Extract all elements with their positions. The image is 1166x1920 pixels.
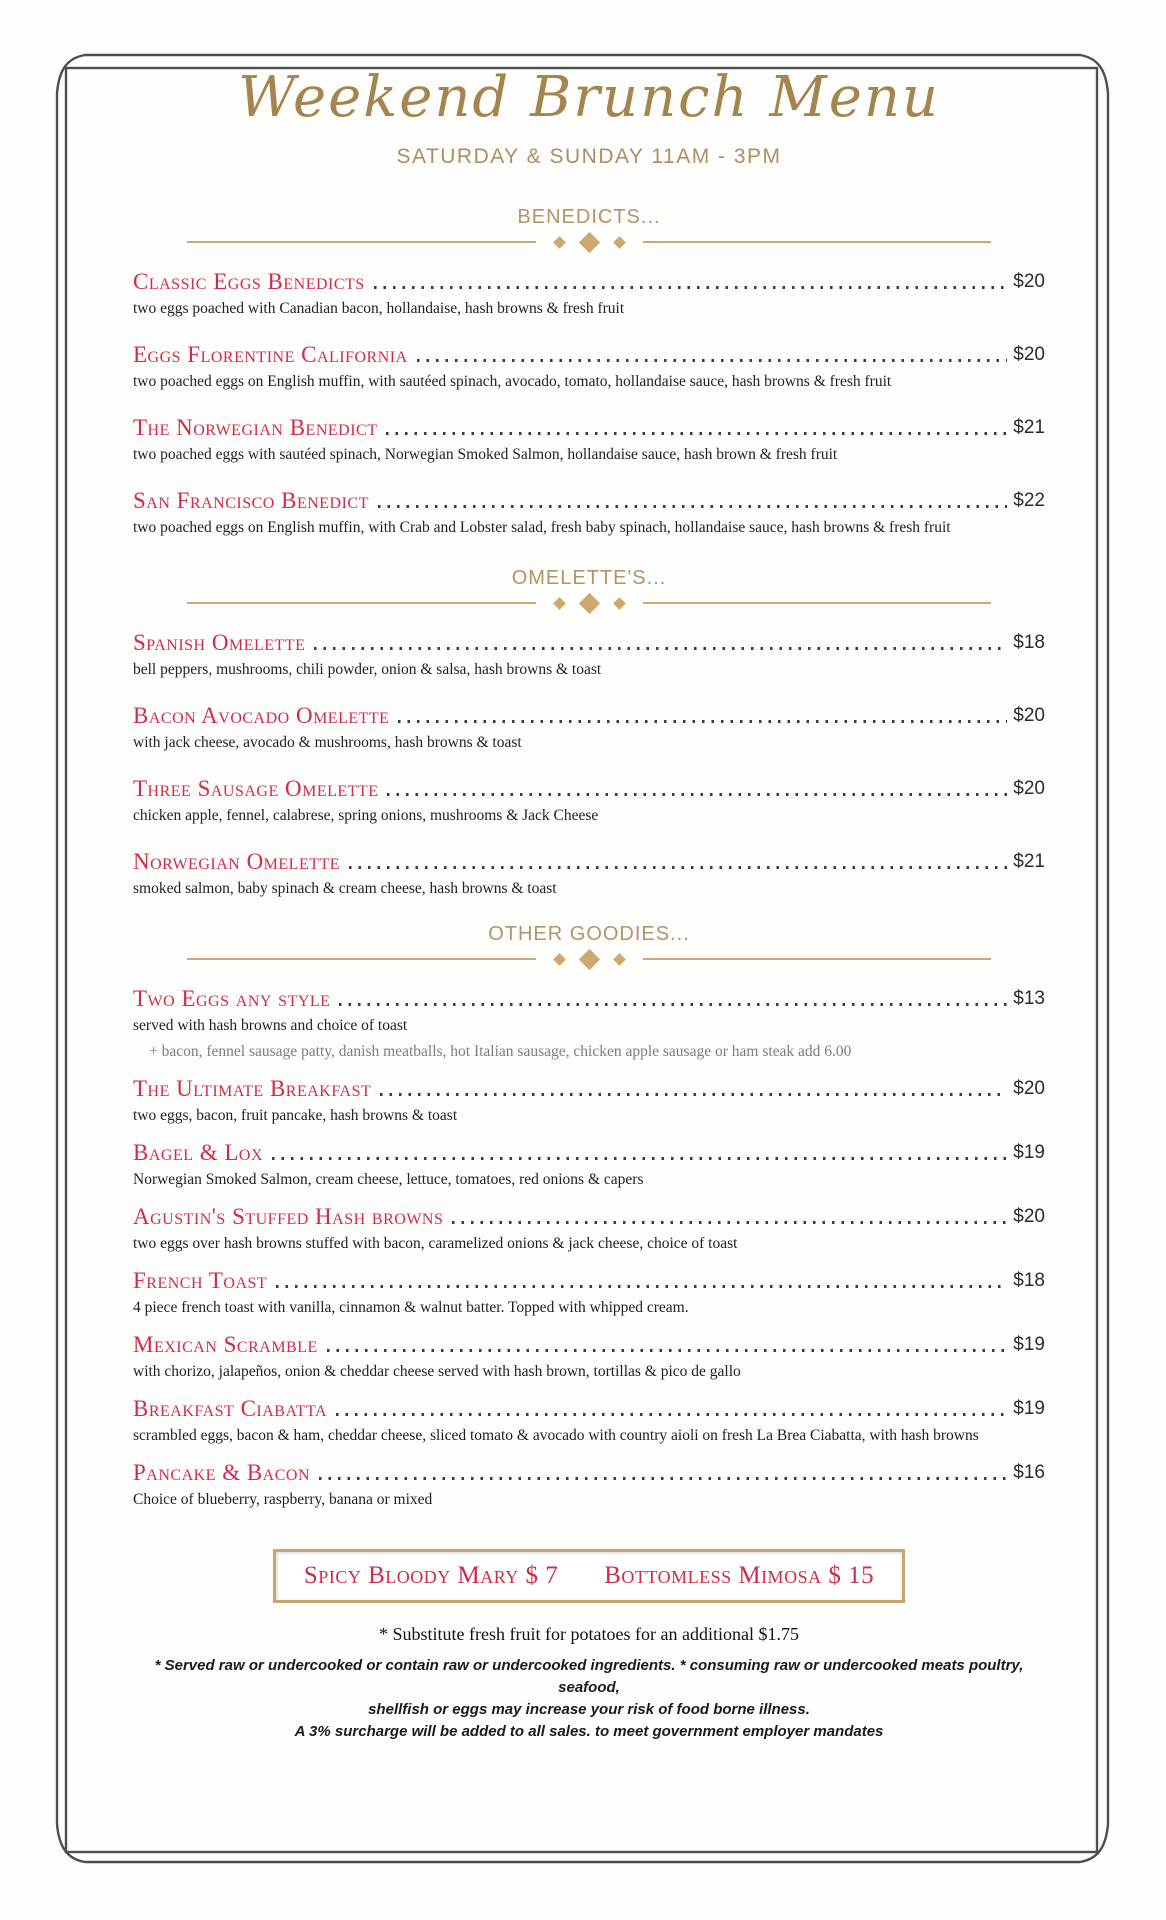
- divider-line: [643, 241, 992, 243]
- menu-item: [133, 414, 1045, 468]
- dotted-leader: [336, 1413, 1007, 1416]
- item-name: Bacon Avocado Omelette: [133, 703, 390, 728]
- disclaimer-line-1: * Served raw or undercooked or contain raw or undercooked ingredients. * consuming raw or undercooked meats poultry, seafood,: [154, 1657, 1024, 1696]
- menu-item: [133, 1267, 1045, 1321]
- divider-diamond-icon: [613, 953, 626, 966]
- divider-line: [643, 958, 992, 960]
- item-description: two poached eggs with sautéed spinach, Norwegian Smoked Salmon, hollandaise sauce, hash brown & fresh fruit: [133, 446, 838, 463]
- item-line: [133, 775, 1045, 803]
- item-description: 4 piece french toast with vanilla, cinnamon & walnut batter. Topped with whipped cream.: [133, 1299, 689, 1316]
- menu-content: [133, 0, 1045, 1743]
- divider-diamond-icon: [578, 592, 599, 613]
- section-items: [133, 268, 1045, 541]
- drinks-banner: [273, 1549, 905, 1603]
- item-line: [133, 629, 1045, 657]
- divider-diamond-icon: [578, 948, 599, 969]
- menu-item: [133, 775, 1045, 829]
- menu-item: [133, 1139, 1045, 1193]
- divider-diamond-icon: [613, 236, 626, 249]
- item-price: $13: [1013, 988, 1045, 1009]
- dotted-leader: [417, 359, 1008, 362]
- item-name: Breakfast Ciabatta: [133, 1396, 328, 1421]
- item-line: [133, 487, 1045, 515]
- menu-item: [133, 1459, 1045, 1513]
- item-line: [133, 1395, 1045, 1423]
- drinks-banner-wrap: [133, 1549, 1045, 1603]
- item-name: Eggs Florentine California: [133, 342, 408, 367]
- item-line: [133, 1139, 1045, 1167]
- item-price: $20: [1013, 344, 1045, 365]
- item-name: Agustin's Stuffed Hash browns: [133, 1204, 444, 1229]
- item-line: [133, 414, 1045, 442]
- dotted-leader: [349, 866, 1007, 869]
- section-divider: [187, 234, 991, 250]
- divider-line: [187, 602, 536, 604]
- section-items: [133, 985, 1045, 1513]
- dotted-leader: [319, 1477, 1007, 1480]
- divider-diamond-icon: [613, 597, 626, 610]
- item-line: [133, 268, 1045, 296]
- divider-line: [187, 958, 536, 960]
- menu-item: [133, 487, 1045, 541]
- item-line: [133, 1203, 1045, 1231]
- item-description: Norwegian Smoked Salmon, cream cheese, lettuce, tomatoes, red onions & capers: [133, 1171, 644, 1188]
- dotted-leader: [398, 720, 1007, 723]
- section-divider: [187, 951, 991, 967]
- footnote-disclaimer: [133, 1655, 1045, 1743]
- item-price: $18: [1013, 632, 1045, 653]
- dotted-leader: [272, 1157, 1007, 1160]
- section-items: [133, 629, 1045, 902]
- item-line: [133, 985, 1045, 1013]
- dotted-leader: [374, 286, 1008, 289]
- item-name: The Norwegian Benedict: [133, 415, 378, 440]
- menu-item: [133, 1075, 1045, 1129]
- item-price: $19: [1013, 1398, 1045, 1419]
- item-description: Choice of blueberry, raspberry, banana or mixed: [133, 1491, 433, 1508]
- dotted-leader: [386, 432, 1007, 435]
- dotted-leader: [387, 793, 1007, 796]
- item-name: Three Sausage Omelette: [133, 776, 379, 801]
- item-description: smoked salmon, baby spinach & cream cheese, hash browns & toast: [133, 880, 557, 897]
- menu-subtitle: SATURDAY & SUNDAY 11AM - 3PM: [396, 145, 782, 168]
- item-name: Bagel & Lox: [133, 1140, 264, 1165]
- divider-line: [187, 241, 536, 243]
- item-price: $16: [1013, 1462, 1045, 1483]
- menu-item: [133, 629, 1045, 683]
- dotted-leader: [276, 1285, 1007, 1288]
- item-description: two eggs over hash browns stuffed with bacon, caramelized onions & jack cheese, choice of toast: [133, 1235, 738, 1252]
- menu-item: [133, 1203, 1045, 1257]
- disclaimer-line-2: shellfish or eggs may increase your risk of food borne illness.: [368, 1701, 810, 1718]
- item-line: [133, 848, 1045, 876]
- item-price: $21: [1013, 851, 1045, 872]
- dotted-leader: [380, 1093, 1007, 1096]
- item-description: two poached eggs on English muffin, with Crab and Lobster salad, fresh baby spinach, hollandaise sauce, hash browns & fresh fruit: [133, 519, 951, 536]
- section-other-goodies: [133, 921, 1045, 1513]
- item-description: two eggs, bacon, fruit pancake, hash browns & toast: [133, 1107, 458, 1124]
- dotted-leader: [314, 647, 1007, 650]
- item-name: The Ultimate Breakfast: [133, 1076, 372, 1101]
- item-description: two eggs poached with Canadian bacon, hollandaise, hash browns & fresh fruit: [133, 300, 625, 317]
- footnote-substitution: * Substitute fresh fruit for potatoes for an additional $1.75: [379, 1624, 799, 1644]
- drink-offer: Bottomless Mimosa $ 15: [604, 1562, 875, 1589]
- section-omelettes: [133, 565, 1045, 902]
- item-line: [133, 702, 1045, 730]
- item-name: Two Eggs any style: [133, 986, 331, 1011]
- item-description: bell peppers, mushrooms, chili powder, onion & salsa, hash browns & toast: [133, 661, 602, 678]
- menu-item: [133, 1331, 1045, 1385]
- section-divider: [187, 595, 991, 611]
- menu-item: [133, 341, 1045, 395]
- item-price: $20: [1013, 1078, 1045, 1099]
- divider-line: [643, 602, 992, 604]
- item-price: $20: [1013, 271, 1045, 292]
- item-description: two poached eggs on English muffin, with sautéed spinach, avocado, tomato, hollandaise sauce, hash browns & fresh fruit: [133, 373, 892, 390]
- menu-item: [133, 848, 1045, 902]
- divider-diamond-icon: [553, 953, 566, 966]
- item-description: scrambled eggs, bacon & ham, cheddar cheese, sliced tomato & avocado with country aioli on fresh La Brea Ciabatta, with hash browns: [133, 1427, 979, 1444]
- item-description: with chorizo, jalapeños, onion & cheddar cheese served with hash brown, tortillas & pico de gallo: [133, 1363, 741, 1380]
- footnote-surcharge: A 3% surcharge will be added to all sales. to meet government employer mandates: [294, 1723, 884, 1740]
- item-line: [133, 1459, 1045, 1487]
- item-name: Classic Eggs Benedicts: [133, 269, 365, 294]
- dotted-leader: [327, 1349, 1008, 1352]
- divider-diamond-icon: [578, 231, 599, 252]
- item-line: [133, 1267, 1045, 1295]
- item-price: $20: [1013, 1206, 1045, 1227]
- item-description: served with hash browns and choice of toast: [133, 1017, 408, 1034]
- item-description: chicken apple, fennel, calabrese, spring onions, mushrooms & Jack Cheese: [133, 807, 599, 824]
- item-name: French Toast: [133, 1268, 268, 1293]
- dotted-leader: [378, 505, 1007, 508]
- item-name: Norwegian Omelette: [133, 849, 341, 874]
- item-name: Pancake & Bacon: [133, 1460, 311, 1485]
- section-heading: OTHER GOODIES...: [488, 923, 690, 945]
- item-price: $20: [1013, 778, 1045, 799]
- item-name: Mexican Scramble: [133, 1332, 318, 1357]
- item-addon-note: + bacon, fennel sausage patty, danish meatballs, hot Italian sausage, chicken apple sausage or ham steak add 6.00: [149, 1043, 852, 1060]
- section-heading: OMELETTE'S...: [511, 567, 667, 589]
- menu-title: Weekend Brunch Menu: [238, 65, 940, 130]
- item-price: $19: [1013, 1334, 1045, 1355]
- drink-offer: Spicy Bloody Mary $ 7: [303, 1562, 559, 1589]
- item-name: Spanish Omelette: [133, 630, 306, 655]
- section-heading: BENEDICTS...: [517, 206, 661, 228]
- item-description: with jack cheese, avocado & mushrooms, hash browns & toast: [133, 734, 522, 751]
- divider-diamond-icon: [553, 597, 566, 610]
- item-price: $22: [1013, 490, 1045, 511]
- dotted-leader: [339, 1003, 1007, 1006]
- item-price: $21: [1013, 417, 1045, 438]
- divider-diamond-icon: [553, 236, 566, 249]
- item-line: [133, 1075, 1045, 1103]
- item-line: [133, 341, 1045, 369]
- menu-item: [133, 985, 1045, 1065]
- item-price: $19: [1013, 1142, 1045, 1163]
- item-price: $20: [1013, 705, 1045, 726]
- menu-item: [133, 268, 1045, 322]
- menu-item: [133, 1395, 1045, 1449]
- menu-item: [133, 702, 1045, 756]
- item-name: San Francisco Benedict: [133, 488, 369, 513]
- section-benedicts: [133, 204, 1045, 541]
- dotted-leader: [452, 1221, 1007, 1224]
- item-line: [133, 1331, 1045, 1359]
- item-price: $18: [1013, 1270, 1045, 1291]
